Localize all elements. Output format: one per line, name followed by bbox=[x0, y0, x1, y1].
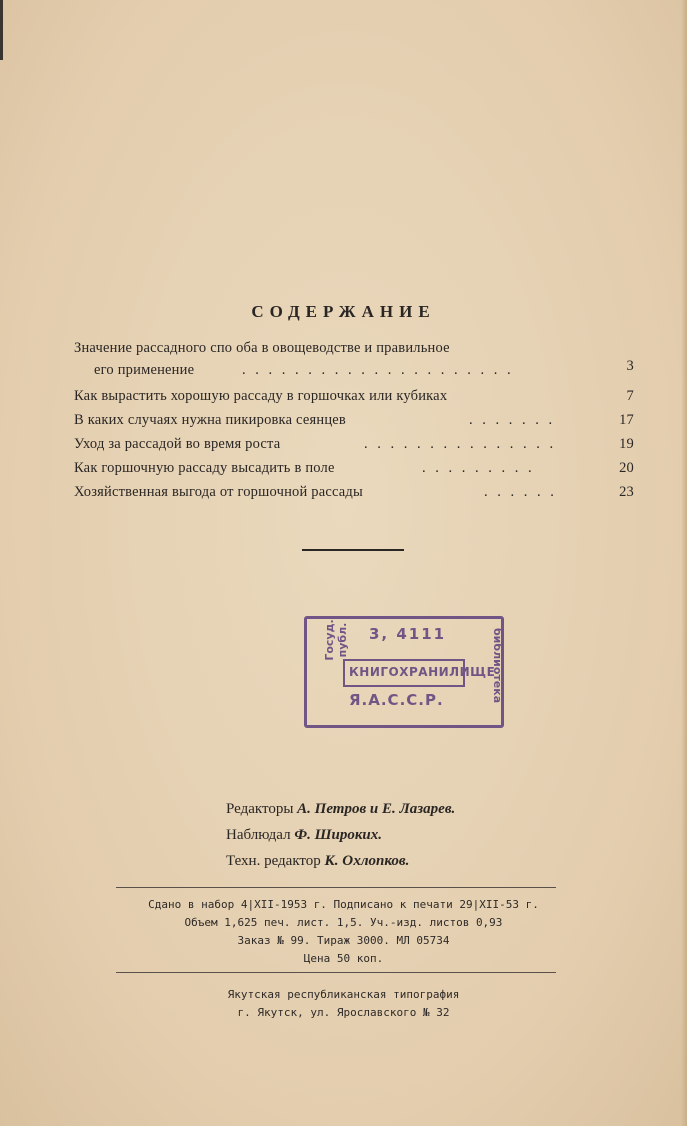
toc-entry-title: Как горшочную рассаду высадить в поле bbox=[74, 460, 335, 476]
editors-line bbox=[226, 796, 455, 822]
toc-entry-title: Хозяйственная выгода от горшочной рассады bbox=[74, 484, 363, 500]
toc-entry-title: Как вырастить хорошую рассаду в горшочках или кубиках bbox=[74, 388, 448, 404]
toc-entry bbox=[74, 456, 634, 480]
toc-leader-dots: . . . . . . . . . . . . . . . . . . . . . bbox=[242, 362, 514, 378]
toc-entry bbox=[74, 408, 634, 432]
stamp-label: КНИГОХРАНИЛИЩЕ bbox=[349, 665, 496, 679]
toc-page-number: 20 bbox=[619, 460, 634, 476]
toc-entry bbox=[74, 336, 634, 384]
imprint-line: Сдано в набор 4|XII-1953 г. Подписано к печати 29|XII-53 г. bbox=[148, 898, 539, 911]
toc-page-number: 3 bbox=[626, 358, 634, 374]
supervisor-name: Ф. Широких. bbox=[294, 827, 383, 843]
imprint-bottom-rule bbox=[116, 972, 556, 973]
editors-label: Редакторы bbox=[226, 801, 294, 817]
stamp-inner-box bbox=[343, 659, 496, 687]
printer-block bbox=[0, 986, 687, 1022]
toc-leader-dots: . . . . . . . . . bbox=[422, 460, 535, 476]
credits-block bbox=[226, 796, 455, 874]
page-edge-mark bbox=[0, 0, 3, 60]
toc-entry-title: В каких случаях нужна пикировка сеянцев bbox=[74, 412, 346, 428]
toc-page-number: 19 bbox=[619, 436, 634, 452]
toc-entry-title-continued: его применение bbox=[94, 362, 195, 378]
stamp-number: 3, 4111 bbox=[369, 625, 447, 643]
toc-leader-dots: . . . . . . . bbox=[469, 412, 556, 428]
stamp-side-text-right: библиотека bbox=[491, 628, 504, 704]
contents-title: СОДЕРЖАНИЕ bbox=[251, 302, 436, 321]
toc-page-number: 23 bbox=[619, 484, 634, 500]
imprint-line: Объем 1,625 печ. лист. 1,5. Уч.-изд. листов 0,93 bbox=[184, 916, 503, 929]
toc-entry bbox=[74, 384, 634, 408]
supervisor-label: Наблюдал bbox=[226, 827, 291, 843]
imprint-top-rule bbox=[116, 887, 556, 888]
tech-editor-line bbox=[226, 848, 455, 874]
supervisor-line bbox=[226, 822, 455, 848]
tech-editor-label: Техн. редактор bbox=[226, 853, 321, 869]
toc-page-number: 17 bbox=[619, 412, 634, 428]
stamp-side-text-left: Госуд. публ. bbox=[323, 619, 349, 661]
tech-editor-name: К. Охлопков. bbox=[324, 853, 410, 869]
imprint-block bbox=[0, 896, 687, 968]
imprint-line: Заказ № 99. Тираж 3000. МЛ 05734 bbox=[237, 934, 450, 947]
toc-entry-title: Значение рассадного спо оба в овощеводстве и правильное bbox=[74, 340, 450, 356]
toc-entry bbox=[74, 432, 634, 456]
printer-name: Якутская республиканская типография bbox=[227, 988, 460, 1001]
toc-leader-dots: . . . . . . bbox=[484, 484, 557, 500]
toc-entry bbox=[74, 480, 634, 504]
printer-address: г. Якутск, ул. Ярославского № 32 bbox=[237, 1006, 450, 1019]
section-divider bbox=[302, 549, 404, 551]
table-of-contents bbox=[74, 336, 634, 504]
imprint-line: Цена 50 коп. bbox=[303, 952, 384, 965]
library-stamp bbox=[304, 616, 504, 728]
stamp-region: Я.А.С.С.Р. bbox=[349, 691, 444, 709]
toc-page-number: 7 bbox=[626, 388, 634, 404]
toc-leader-dots: . . . . . . . . . . . . . . . bbox=[364, 436, 557, 452]
editors-names: А. Петров и Е. Лазарев. bbox=[297, 801, 456, 817]
toc-entry-title: Уход за рассадой во время роста bbox=[74, 436, 281, 452]
